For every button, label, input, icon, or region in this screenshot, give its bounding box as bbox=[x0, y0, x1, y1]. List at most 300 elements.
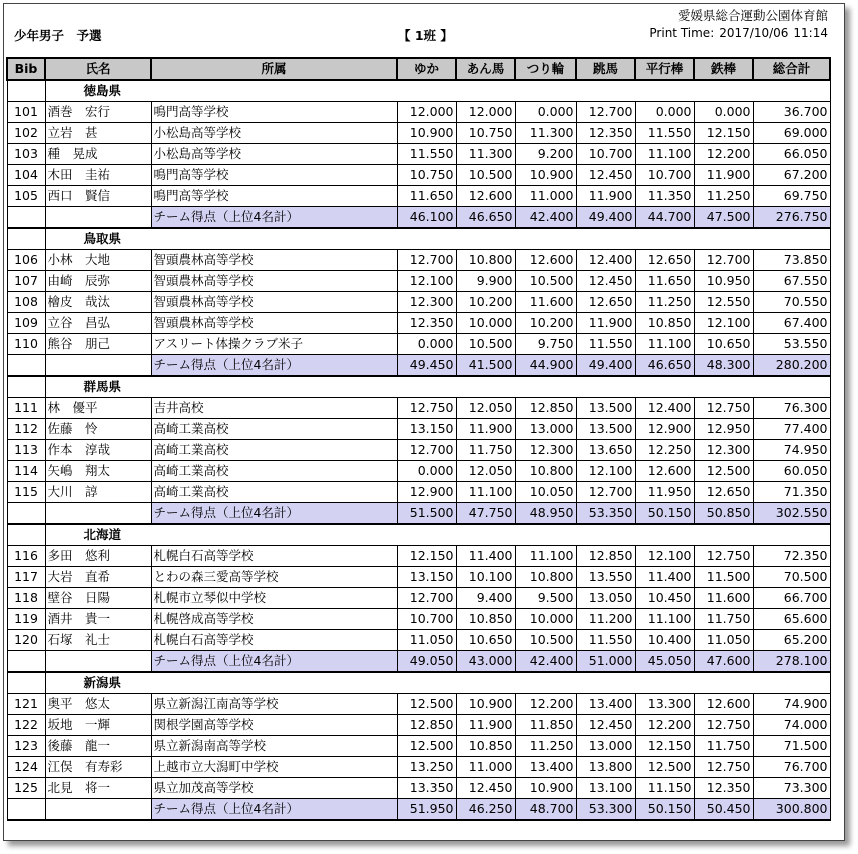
score-hbar: 12.500 bbox=[694, 461, 753, 482]
score-vault: 12.450 bbox=[576, 271, 635, 292]
team-score-hbar: 47.600 bbox=[694, 651, 753, 673]
team-score-rings: 42.400 bbox=[515, 651, 576, 673]
athlete-team: とわの森三愛高等学校 bbox=[151, 567, 397, 588]
score-total: 76.700 bbox=[753, 757, 830, 778]
score-pbars: 11.400 bbox=[635, 567, 694, 588]
score-pbars: 11.100 bbox=[635, 609, 694, 630]
team-score-floor: 49.450 bbox=[397, 355, 456, 377]
team-score-vault: 53.300 bbox=[576, 799, 635, 821]
score-total: 70.500 bbox=[753, 567, 830, 588]
athlete-row bbox=[7, 609, 830, 630]
athlete-row bbox=[7, 144, 830, 165]
team-score-hbar: 47.500 bbox=[694, 207, 753, 229]
team-total-row bbox=[7, 651, 830, 673]
athlete-team: 札幌白石高等学校 bbox=[151, 546, 397, 567]
score-pommel: 10.200 bbox=[456, 292, 515, 313]
athlete-team: 高崎工業高校 bbox=[151, 440, 397, 461]
score-pbars: 10.450 bbox=[635, 588, 694, 609]
athlete-name: 大岩 直希 bbox=[45, 567, 151, 588]
athlete-bib: 117 bbox=[7, 567, 45, 588]
score-rings: 11.100 bbox=[515, 546, 576, 567]
score-vault: 13.000 bbox=[576, 736, 635, 757]
athlete-bib: 123 bbox=[7, 736, 45, 757]
score-total: 72.350 bbox=[753, 546, 830, 567]
athlete-team: 鳴門高等学校 bbox=[151, 102, 397, 123]
athlete-bib: 106 bbox=[7, 250, 45, 271]
team-score-vault: 51.000 bbox=[576, 651, 635, 673]
athlete-bib: 115 bbox=[7, 482, 45, 503]
athlete-name: 木田 圭祐 bbox=[45, 165, 151, 186]
team-score-pommel: 41.500 bbox=[456, 355, 515, 377]
score-floor: 12.000 bbox=[397, 102, 456, 123]
score-total: 74.000 bbox=[753, 715, 830, 736]
team-total-row bbox=[7, 503, 830, 525]
score-pommel: 10.100 bbox=[456, 567, 515, 588]
col-total: 総合計 bbox=[753, 58, 830, 80]
score-total: 69.750 bbox=[753, 186, 830, 207]
score-rings: 9.750 bbox=[515, 334, 576, 355]
athlete-bib: 110 bbox=[7, 334, 45, 355]
team-score-pbars: 45.050 bbox=[635, 651, 694, 673]
score-total: 65.200 bbox=[753, 630, 830, 651]
score-pommel: 11.100 bbox=[456, 482, 515, 503]
athlete-team: 関根学園高等学校 bbox=[151, 715, 397, 736]
athlete-name: 酒井 貴一 bbox=[45, 609, 151, 630]
score-rings: 11.300 bbox=[515, 123, 576, 144]
athlete-name: 石塚 礼士 bbox=[45, 630, 151, 651]
total-spacer bbox=[7, 207, 45, 229]
athlete-bib: 112 bbox=[7, 419, 45, 440]
athlete-bib: 124 bbox=[7, 757, 45, 778]
athlete-bib: 120 bbox=[7, 630, 45, 651]
athlete-name: 西口 賢信 bbox=[45, 186, 151, 207]
score-pommel: 10.000 bbox=[456, 313, 515, 334]
score-total: 71.350 bbox=[753, 482, 830, 503]
score-rings: 13.400 bbox=[515, 757, 576, 778]
score-floor: 0.000 bbox=[397, 461, 456, 482]
score-pommel: 12.050 bbox=[456, 461, 515, 482]
athlete-bib: 119 bbox=[7, 609, 45, 630]
score-total: 67.550 bbox=[753, 271, 830, 292]
score-floor: 0.000 bbox=[397, 334, 456, 355]
score-pommel: 11.900 bbox=[456, 715, 515, 736]
group-label: 【 1班 】 bbox=[398, 28, 453, 43]
athlete-team: 札幌市立琴似中学校 bbox=[151, 588, 397, 609]
athlete-name: 矢嶋 翔太 bbox=[45, 461, 151, 482]
score-pbars: 11.350 bbox=[635, 186, 694, 207]
team-score-hbar: 50.450 bbox=[694, 799, 753, 821]
athlete-row bbox=[7, 567, 830, 588]
score-vault: 12.400 bbox=[576, 250, 635, 271]
team-score-vault: 53.350 bbox=[576, 503, 635, 525]
prefecture-name: 新潟県 bbox=[45, 672, 830, 694]
athlete-name: 作本 淳哉 bbox=[45, 440, 151, 461]
athlete-name: 由崎 辰弥 bbox=[45, 271, 151, 292]
team-score-hbar: 48.300 bbox=[694, 355, 753, 377]
team-total-label: チーム得点（上位4名計） bbox=[151, 207, 397, 229]
athlete-row bbox=[7, 165, 830, 186]
score-pbars: 13.300 bbox=[635, 694, 694, 715]
score-total: 70.550 bbox=[753, 292, 830, 313]
athlete-name: 後藤 龍一 bbox=[45, 736, 151, 757]
athlete-team: アスリート体操クラブ米子 bbox=[151, 334, 397, 355]
athlete-bib: 111 bbox=[7, 398, 45, 419]
athlete-bib: 103 bbox=[7, 144, 45, 165]
col-bib: Bib bbox=[7, 58, 45, 80]
score-rings: 10.000 bbox=[515, 609, 576, 630]
score-hbar: 10.650 bbox=[694, 334, 753, 355]
score-hbar: 12.750 bbox=[694, 715, 753, 736]
score-vault: 11.200 bbox=[576, 609, 635, 630]
score-hbar: 12.300 bbox=[694, 440, 753, 461]
athlete-name: 壁谷 日陽 bbox=[45, 588, 151, 609]
score-rings: 13.000 bbox=[515, 419, 576, 440]
team-score-floor: 49.050 bbox=[397, 651, 456, 673]
score-vault: 12.850 bbox=[576, 546, 635, 567]
athlete-bib: 122 bbox=[7, 715, 45, 736]
athlete-name: 立谷 昌弘 bbox=[45, 313, 151, 334]
score-rings: 10.050 bbox=[515, 482, 576, 503]
total-spacer bbox=[7, 503, 45, 525]
score-pommel: 10.750 bbox=[456, 123, 515, 144]
score-total: 60.050 bbox=[753, 461, 830, 482]
total-spacer bbox=[45, 503, 151, 525]
athlete-bib: 107 bbox=[7, 271, 45, 292]
score-vault: 11.900 bbox=[576, 313, 635, 334]
athlete-bib: 101 bbox=[7, 102, 45, 123]
athlete-name: 坂地 一輝 bbox=[45, 715, 151, 736]
athlete-row bbox=[7, 630, 830, 651]
team-score-floor: 51.500 bbox=[397, 503, 456, 525]
team-score-floor: 51.950 bbox=[397, 799, 456, 821]
score-pbars: 11.650 bbox=[635, 271, 694, 292]
athlete-team: 小松島高等学校 bbox=[151, 144, 397, 165]
athlete-row bbox=[7, 440, 830, 461]
score-total: 66.050 bbox=[753, 144, 830, 165]
col-pommel: あん馬 bbox=[456, 58, 515, 80]
event-title: 少年男子 予選 bbox=[14, 28, 102, 43]
score-rings: 10.900 bbox=[515, 165, 576, 186]
athlete-row bbox=[7, 334, 830, 355]
score-vault: 13.400 bbox=[576, 694, 635, 715]
athlete-name: 佐藤 怜 bbox=[45, 419, 151, 440]
score-pommel: 10.850 bbox=[456, 736, 515, 757]
athlete-name: 大川 諄 bbox=[45, 482, 151, 503]
score-rings: 10.500 bbox=[515, 630, 576, 651]
athlete-row bbox=[7, 757, 830, 778]
team-score-total: 276.750 bbox=[753, 207, 830, 229]
score-pbars: 12.200 bbox=[635, 715, 694, 736]
score-pbars: 11.100 bbox=[635, 334, 694, 355]
score-vault: 11.550 bbox=[576, 630, 635, 651]
score-pbars: 0.000 bbox=[635, 102, 694, 123]
athlete-name: 林 優平 bbox=[45, 398, 151, 419]
athlete-team: 高崎工業高校 bbox=[151, 482, 397, 503]
team-score-total: 280.200 bbox=[753, 355, 830, 377]
print-clock: 11:14 bbox=[793, 26, 828, 40]
athlete-team: 智頭農林高等学校 bbox=[151, 292, 397, 313]
athlete-bib: 121 bbox=[7, 694, 45, 715]
total-spacer bbox=[7, 355, 45, 377]
athlete-team: 智頭農林高等学校 bbox=[151, 250, 397, 271]
total-spacer bbox=[45, 651, 151, 673]
score-pommel: 10.800 bbox=[456, 250, 515, 271]
prefecture-name: 群馬県 bbox=[45, 376, 830, 398]
athlete-bib: 125 bbox=[7, 778, 45, 799]
print-label: Print Time: bbox=[649, 26, 715, 40]
score-total: 53.550 bbox=[753, 334, 830, 355]
score-rings: 11.600 bbox=[515, 292, 576, 313]
score-total: 73.300 bbox=[753, 778, 830, 799]
score-rings: 11.250 bbox=[515, 736, 576, 757]
prefecture-row bbox=[7, 228, 830, 250]
athlete-team: 智頭農林高等学校 bbox=[151, 271, 397, 292]
col-floor: ゆか bbox=[397, 58, 456, 80]
athlete-bib: 113 bbox=[7, 440, 45, 461]
score-hbar: 12.750 bbox=[694, 546, 753, 567]
score-total: 71.500 bbox=[753, 736, 830, 757]
athlete-bib: 108 bbox=[7, 292, 45, 313]
score-rings: 10.800 bbox=[515, 567, 576, 588]
score-rings: 12.850 bbox=[515, 398, 576, 419]
team-score-hbar: 50.850 bbox=[694, 503, 753, 525]
athlete-row bbox=[7, 102, 830, 123]
score-pbars: 10.700 bbox=[635, 165, 694, 186]
prefecture-spacer bbox=[7, 672, 45, 694]
score-rings: 11.000 bbox=[515, 186, 576, 207]
score-vault: 13.500 bbox=[576, 398, 635, 419]
score-total: 77.400 bbox=[753, 419, 830, 440]
athlete-team: 札幌白石高等学校 bbox=[151, 630, 397, 651]
score-vault: 12.450 bbox=[576, 715, 635, 736]
score-pommel: 10.650 bbox=[456, 630, 515, 651]
col-name: 氏名 bbox=[45, 58, 151, 80]
score-hbar: 12.600 bbox=[694, 694, 753, 715]
team-score-pommel: 46.250 bbox=[456, 799, 515, 821]
athlete-name: 江俣 有寿彩 bbox=[45, 757, 151, 778]
score-pbars: 10.400 bbox=[635, 630, 694, 651]
athlete-row bbox=[7, 715, 830, 736]
score-pommel: 9.900 bbox=[456, 271, 515, 292]
score-hbar: 0.000 bbox=[694, 102, 753, 123]
score-floor: 13.350 bbox=[397, 778, 456, 799]
score-hbar: 11.500 bbox=[694, 567, 753, 588]
score-rings: 0.000 bbox=[515, 102, 576, 123]
score-pommel: 11.400 bbox=[456, 546, 515, 567]
col-pbars: 平行棒 bbox=[635, 58, 694, 80]
score-floor: 10.750 bbox=[397, 165, 456, 186]
score-floor: 12.700 bbox=[397, 588, 456, 609]
score-hbar: 12.750 bbox=[694, 757, 753, 778]
score-hbar: 10.950 bbox=[694, 271, 753, 292]
team-score-pbars: 44.700 bbox=[635, 207, 694, 229]
score-hbar: 12.950 bbox=[694, 419, 753, 440]
score-pommel: 10.500 bbox=[456, 334, 515, 355]
score-hbar: 11.250 bbox=[694, 186, 753, 207]
athlete-row bbox=[7, 546, 830, 567]
score-vault: 12.350 bbox=[576, 123, 635, 144]
col-team: 所属 bbox=[151, 58, 397, 80]
score-floor: 11.550 bbox=[397, 144, 456, 165]
score-hbar: 12.750 bbox=[694, 398, 753, 419]
score-vault: 12.100 bbox=[576, 461, 635, 482]
team-score-floor: 46.100 bbox=[397, 207, 456, 229]
score-hbar: 11.600 bbox=[694, 588, 753, 609]
score-floor: 11.650 bbox=[397, 186, 456, 207]
prefecture-spacer bbox=[7, 80, 45, 102]
athlete-row bbox=[7, 186, 830, 207]
athlete-row bbox=[7, 250, 830, 271]
score-vault: 13.550 bbox=[576, 567, 635, 588]
team-score-vault: 49.400 bbox=[576, 207, 635, 229]
score-floor: 12.350 bbox=[397, 313, 456, 334]
score-pbars: 10.850 bbox=[635, 313, 694, 334]
score-vault: 13.100 bbox=[576, 778, 635, 799]
col-hbar: 鉄棒 bbox=[694, 58, 753, 80]
prefecture-name: 北海道 bbox=[45, 524, 830, 546]
score-hbar: 11.750 bbox=[694, 736, 753, 757]
score-pommel: 11.000 bbox=[456, 757, 515, 778]
score-rings: 10.800 bbox=[515, 461, 576, 482]
athlete-bib: 105 bbox=[7, 186, 45, 207]
athlete-name: 多田 悠利 bbox=[45, 546, 151, 567]
score-hbar: 11.050 bbox=[694, 630, 753, 651]
score-vault: 12.700 bbox=[576, 102, 635, 123]
score-total: 67.200 bbox=[753, 165, 830, 186]
score-vault: 12.700 bbox=[576, 482, 635, 503]
score-vault: 12.650 bbox=[576, 292, 635, 313]
team-total-row bbox=[7, 355, 830, 377]
athlete-name: 酒巻 宏行 bbox=[45, 102, 151, 123]
score-vault: 13.050 bbox=[576, 588, 635, 609]
score-hbar: 12.650 bbox=[694, 482, 753, 503]
score-pommel: 10.900 bbox=[456, 694, 515, 715]
prefecture-row bbox=[7, 524, 830, 546]
score-floor: 13.150 bbox=[397, 419, 456, 440]
score-total: 67.400 bbox=[753, 313, 830, 334]
venue-name: 愛媛県総合運動公園体育館 bbox=[677, 8, 828, 23]
score-pbars: 11.100 bbox=[635, 144, 694, 165]
score-floor: 11.050 bbox=[397, 630, 456, 651]
score-total: 66.700 bbox=[753, 588, 830, 609]
score-pbars: 12.250 bbox=[635, 440, 694, 461]
score-hbar: 12.150 bbox=[694, 123, 753, 144]
athlete-name: 檜皮 哉汰 bbox=[45, 292, 151, 313]
team-score-rings: 44.900 bbox=[515, 355, 576, 377]
team-total-label: チーム得点（上位4名計） bbox=[151, 651, 397, 673]
score-floor: 12.850 bbox=[397, 715, 456, 736]
score-floor: 12.150 bbox=[397, 546, 456, 567]
athlete-row bbox=[7, 461, 830, 482]
team-score-pbars: 50.150 bbox=[635, 503, 694, 525]
team-score-rings: 48.950 bbox=[515, 503, 576, 525]
score-hbar: 12.700 bbox=[694, 250, 753, 271]
athlete-row bbox=[7, 482, 830, 503]
athlete-team: 智頭農林高等学校 bbox=[151, 313, 397, 334]
team-score-rings: 42.400 bbox=[515, 207, 576, 229]
score-pbars: 12.100 bbox=[635, 546, 694, 567]
score-rings: 12.600 bbox=[515, 250, 576, 271]
athlete-team: 高崎工業高校 bbox=[151, 419, 397, 440]
score-pbars: 12.500 bbox=[635, 757, 694, 778]
score-pbars: 12.150 bbox=[635, 736, 694, 757]
total-spacer bbox=[45, 799, 151, 821]
score-pbars: 11.250 bbox=[635, 292, 694, 313]
athlete-team: 札幌啓成高等学校 bbox=[151, 609, 397, 630]
team-score-total: 278.100 bbox=[753, 651, 830, 673]
total-spacer bbox=[7, 651, 45, 673]
score-rings: 10.500 bbox=[515, 271, 576, 292]
team-score-pommel: 46.650 bbox=[456, 207, 515, 229]
athlete-name: 小林 大地 bbox=[45, 250, 151, 271]
prefecture-name: 鳥取県 bbox=[45, 228, 830, 250]
athlete-team: 鳴門高等学校 bbox=[151, 165, 397, 186]
score-floor: 12.700 bbox=[397, 250, 456, 271]
prefecture-spacer bbox=[7, 376, 45, 398]
score-vault: 13.800 bbox=[576, 757, 635, 778]
athlete-team: 上越市立大潟町中学校 bbox=[151, 757, 397, 778]
score-hbar: 12.350 bbox=[694, 778, 753, 799]
athlete-name: 奥平 悠太 bbox=[45, 694, 151, 715]
athlete-team: 吉井高校 bbox=[151, 398, 397, 419]
athlete-team: 県立新潟南高等学校 bbox=[151, 736, 397, 757]
prefecture-row bbox=[7, 672, 830, 694]
athlete-team: 高崎工業高校 bbox=[151, 461, 397, 482]
athlete-row bbox=[7, 271, 830, 292]
prefecture-row bbox=[7, 376, 830, 398]
athlete-bib: 102 bbox=[7, 123, 45, 144]
score-pommel: 10.500 bbox=[456, 165, 515, 186]
results-table bbox=[6, 57, 831, 821]
score-vault: 12.450 bbox=[576, 165, 635, 186]
score-pommel: 11.750 bbox=[456, 440, 515, 461]
print-date: 2017/10/06 bbox=[719, 26, 789, 40]
score-rings: 10.200 bbox=[515, 313, 576, 334]
score-hbar: 12.100 bbox=[694, 313, 753, 334]
score-rings: 10.900 bbox=[515, 778, 576, 799]
athlete-row bbox=[7, 398, 830, 419]
athlete-row bbox=[7, 736, 830, 757]
team-score-rings: 48.700 bbox=[515, 799, 576, 821]
athlete-row bbox=[7, 313, 830, 334]
athlete-bib: 114 bbox=[7, 461, 45, 482]
team-total-label: チーム得点（上位4名計） bbox=[151, 355, 397, 377]
score-rings: 9.200 bbox=[515, 144, 576, 165]
athlete-row bbox=[7, 123, 830, 144]
score-rings: 12.200 bbox=[515, 694, 576, 715]
total-spacer bbox=[45, 355, 151, 377]
score-pommel: 12.600 bbox=[456, 186, 515, 207]
col-vault: 跳馬 bbox=[576, 58, 635, 80]
team-score-total: 302.550 bbox=[753, 503, 830, 525]
score-total: 76.300 bbox=[753, 398, 830, 419]
team-total-row bbox=[7, 207, 830, 229]
athlete-bib: 109 bbox=[7, 313, 45, 334]
prefecture-spacer bbox=[7, 524, 45, 546]
score-pommel: 9.400 bbox=[456, 588, 515, 609]
athlete-row bbox=[7, 419, 830, 440]
athlete-row bbox=[7, 694, 830, 715]
team-total-row bbox=[7, 799, 830, 821]
athlete-bib: 116 bbox=[7, 546, 45, 567]
score-pommel: 12.050 bbox=[456, 398, 515, 419]
athlete-name: 熊谷 朋己 bbox=[45, 334, 151, 355]
score-hbar: 11.900 bbox=[694, 165, 753, 186]
score-vault: 13.650 bbox=[576, 440, 635, 461]
athlete-team: 小松島高等学校 bbox=[151, 123, 397, 144]
score-total: 74.900 bbox=[753, 694, 830, 715]
team-score-vault: 49.400 bbox=[576, 355, 635, 377]
